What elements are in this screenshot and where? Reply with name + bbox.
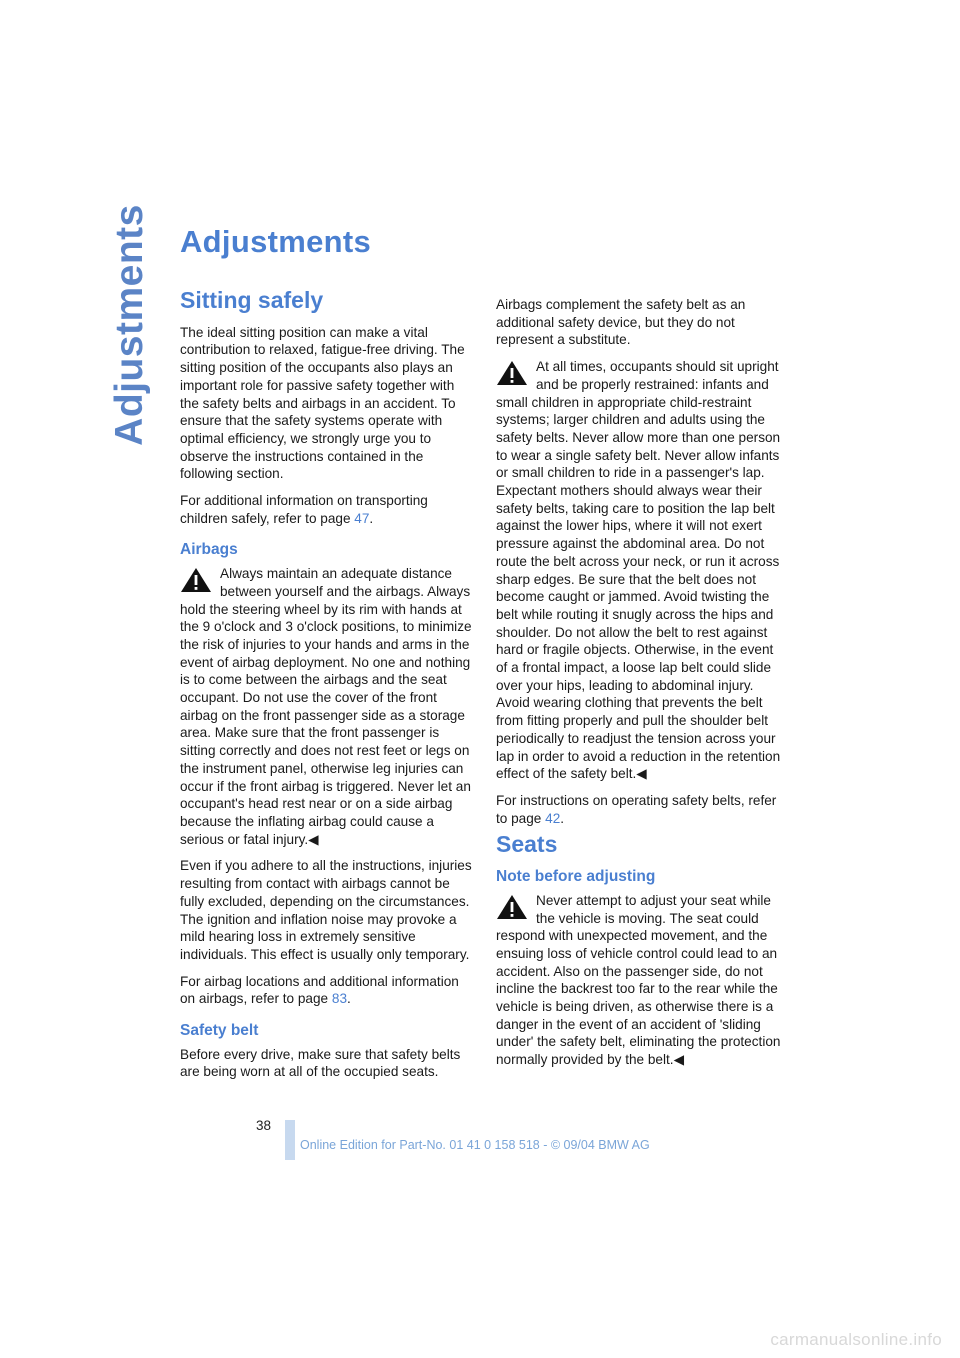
left-column	[180, 287, 472, 1090]
site-watermark: carmanualsonline.info	[770, 1330, 942, 1349]
airbags-warning	[180, 565, 472, 848]
sitting-paragraph-2-text: For additional information on transporting children safely, refer to page	[180, 493, 428, 526]
page-number: 38	[256, 1118, 272, 1133]
airbags-warning-text: Always maintain an adequate distance between yourself and the airbags. Always hold the steering wheel by its rim with hands at the 9 o'clock and 3 o'clock positions, to minimize the risk of injuries to your hands and arms in the event of airbag deployment. No one and nothing is to come between the airbags and the seat occupant. Do not use the cover of the front airbag on the front passenger side as a storage area. Make sure that the front passenger is sitting correctly and does not rest feet or legs on the instrument panel, otherwise leg injuries can occur if the front airbag is triggered. Never let an occupant's head rest near or on a side airbag because the inflating airbag could cause a serious or fatal injury.◀	[180, 566, 472, 847]
airbags-paragraph-3: For airbag locations and additional information on airbags, refer to page 83.	[180, 973, 459, 1007]
belt-paragraph-3: For instructions on operating safety belts, refer to page 42.	[496, 792, 777, 826]
warning-triangle-icon	[496, 894, 528, 920]
warning-triangle-icon	[180, 567, 212, 593]
belt-paragraph-3-text: For instructions on operating safety belts, refer to page	[496, 792, 777, 826]
footer-bar	[285, 1120, 295, 1160]
chapter-side-tab-label: Adjustments	[108, 204, 151, 446]
belt-paragraph-2: Airbags complement the safety belt as an additional safety device, but they do not represent a substitute.	[496, 297, 746, 348]
subsection-title-safety-belt: Safety belt	[180, 1022, 259, 1040]
belt-paragraph-1: Before every drive, make sure that safety belts are being worn at all of the occupied seats.	[180, 1046, 461, 1080]
edition-footer: Online Edition for Part-No. 01 41 0 158 518 - © 09/04 BMW AG	[300, 1138, 650, 1152]
page-link-42[interactable]: 42	[545, 810, 561, 826]
section-title-seats: Seats	[496, 831, 558, 858]
section-title-sitting-safely: Sitting safely	[180, 287, 324, 313]
note-warning-text: Never attempt to adjust your seat while the vehicle is moving. The seat could respond with unexpected movement, and the ensuing loss of vehicle control could lead to an accident. Also on the passenger side, do not incline the backrest too far to the rear while the vehicle is being driven, as otherwise there is a danger in the event of an accident of 'sliding under' the safety belt, eliminating the protection normally provided by the belt.◀	[496, 892, 781, 1068]
note-warning	[496, 892, 788, 1069]
subsection-title-note-before-adjusting: Note before adjusting	[496, 868, 656, 886]
page-link-47[interactable]: 47	[354, 510, 370, 526]
subsection-title-airbags: Airbags	[180, 541, 238, 559]
belt-warning	[496, 358, 788, 783]
warning-triangle-icon	[496, 360, 528, 386]
sitting-paragraph-1: The ideal sitting position can make a vital contribution to relaxed, fatigue-free driving. The sitting position of the occupants also plays an important role for passive safety together with the safety belts and airbags in an accident. To ensure that the safety systems operate with optimal efficiency, we strongly urge you to observe the instructions contained in the following section.	[180, 324, 465, 482]
page-title: Adjustments	[180, 224, 372, 259]
airbags-paragraph-2: Even if you adhere to all the instructions, injuries resulting from contact with airbags cannot be fully excluded, depending on the circumstances. The ignition and inflation noise may provoke a mild hearing loss in extremely sensitive individuals. This effect is usually only temporary.	[180, 858, 472, 962]
sitting-paragraph-2: For additional information on transporting children safely, refer to page 47.	[180, 493, 428, 526]
belt-warning-text: At all times, occupants should sit upright and be properly restrained: infants and small children in appropriate child-restraint systems; larger children and adults using the safety belts. Never allow more than one person to wear a single safety belt. Never allow infants or small children to ride in a passenger's lap. Expectant mothers should always wear their safety belts, taking care to position the lap belt against the lower hips, where it will not exert pressure against the abdominal area. Do not route the belt across your neck, or run it across sharp edges. Be sure that the belt does not become caught or jammed. Avoid twisting the belt while routing it snugly across the hips and shoulder. Do not allow the belt to rest against hard or fragile objects. Otherwise, in the event of a frontal impact, a loose lap belt could slide over your hips, leading to abdominal injury. Avoid wearing clothing that prevents the belt from fitting properly and pull the shoulder belt periodically to readjust the tension across your lap in order to avoid a reduction in the retention effect of the safety belt.◀	[496, 359, 781, 782]
airbags-paragraph-3-text: For airbag locations and additional information on airbags, refer to page	[180, 973, 459, 1007]
right-column	[496, 296, 788, 1078]
chapter-side-tab	[100, 204, 160, 446]
page-link-83[interactable]: 83	[331, 991, 348, 1007]
